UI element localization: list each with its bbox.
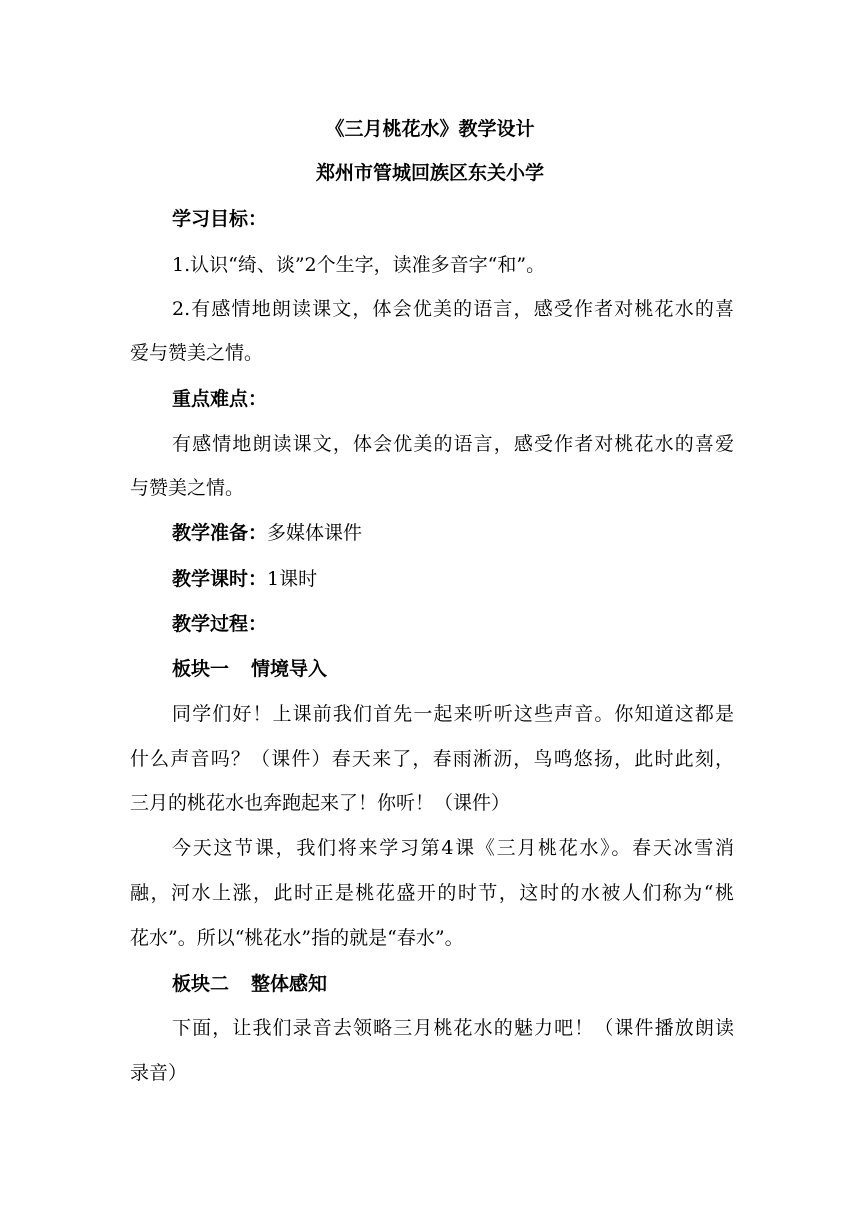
key-points-heading: 重点难点： <box>172 388 268 410</box>
section-2-heading <box>172 971 734 997</box>
section-1-para-1-line-1: 同学们好！上课前我们首先一起来听听这些声音。你知道这都是 <box>172 703 734 725</box>
section-1-para-1-line-2: 什么声音吗？（课件）春天来了，春雨淅沥，鸟鸣悠扬，此时此刻， <box>130 748 734 770</box>
preparation-value: 多媒体课件 <box>267 522 363 544</box>
objective-item-1: 1.认识“绮、谈”2个生字，读准多音字“和”。 <box>172 254 546 276</box>
duration-label: 教学课时： <box>172 568 268 590</box>
document-title: 《三月桃花水》教学设计 <box>325 118 535 140</box>
section-1-title: 情境导入 <box>251 658 328 680</box>
objective-item-2-line-2: 爱与赞美之情。 <box>130 342 264 364</box>
section-1-para-2-line-1: 今天这节课，我们将来学习第4课《三月桃花水》。春天冰雪消 <box>172 837 734 859</box>
school-name: 郑州市管城回族区东关小学 <box>315 162 544 184</box>
preparation-label: 教学准备： <box>172 522 268 544</box>
objectives-heading: 学习目标： <box>172 208 268 230</box>
section-2-number: 板块二 <box>172 973 230 995</box>
section-2-title: 整体感知 <box>251 973 328 995</box>
key-points-line-2: 与赞美之情。 <box>130 477 245 499</box>
preparation-row <box>172 520 734 546</box>
process-heading: 教学过程： <box>172 613 268 635</box>
section-1-number: 板块一 <box>172 658 230 680</box>
duration-value: 1课时 <box>267 568 318 590</box>
section-1-para-2-line-2: 融，河水上涨，此时正是桃花盛开的时节，这时的水被人们称为“桃 <box>130 882 734 904</box>
objective-item-2-line-1: 2.有感情地朗读课文，体会优美的语言，感受作者对桃花水的喜 <box>172 298 734 320</box>
section-1-para-1-line-3: 三月的桃花水也奔跑起来了！你听！（课件） <box>130 792 511 814</box>
section-2-para-1-line-1: 下面，让我们录音去领略三月桃花水的魅力吧！（课件播放朗读 <box>172 1017 734 1039</box>
section-1-para-2-line-3: 花水”。所以“桃花水”指的就是“春水”。 <box>130 927 464 949</box>
section-2-para-1-line-2: 录音） <box>130 1062 188 1084</box>
section-1-heading <box>172 656 734 682</box>
key-points-line-1: 有感情地朗读课文，体会优美的语言，感受作者对桃花水的喜爱 <box>172 433 734 455</box>
duration-row <box>172 566 734 592</box>
